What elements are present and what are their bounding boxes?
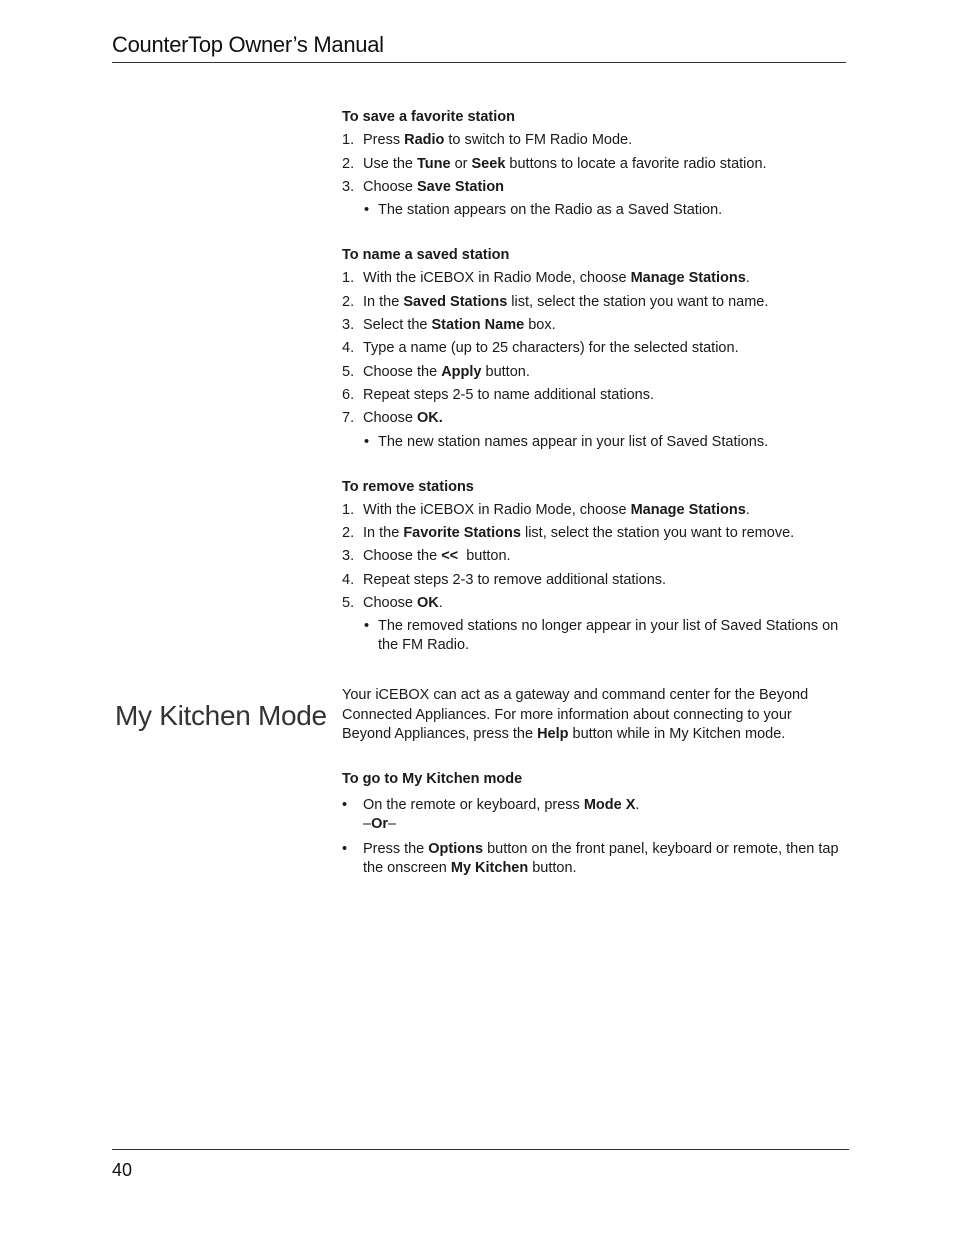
step-item: 4. Type a name (up to 25 characters) for the selected station. [342,337,842,360]
result-note: • The new station names appear in your list of Saved Stations. [364,433,769,450]
steps-remove-stations [342,499,842,615]
step-text: Repeat steps 2-3 to remove additional stations. [363,571,667,588]
list-item: • On the remote or keyboard, press Mode X. –Or– [342,796,842,835]
bullet-icon: • [364,202,370,219]
step-text: Choose OK. [363,410,443,427]
page-number: 40 [112,1160,133,1180]
step-text: Choose the Apply button. [363,363,530,380]
subheading-save-favorite: To save a favorite station [342,109,515,125]
step-item: 3. Select the Station Name box. [342,314,842,337]
subheading-remove-stations: To remove stations [342,478,474,495]
subheading-name-saved: To name a saved station [342,247,510,264]
step-text: Type a name (up to 25 characters) for the selected station. [363,340,739,357]
step-text: With the iCEBOX in Radio Mode, choose Manage Stations. [363,501,750,518]
step-text: Use the Tune or Seek buttons to locate a favorite radio station. [363,155,767,172]
bullet-icon: • [342,796,348,813]
section-title-my-kitchen-mode: My Kitchen Mode [115,700,327,731]
step-text: Repeat steps 2-5 to name additional stations. [363,386,654,403]
step-item: 5. Choose OK. [342,592,842,615]
step-number: 1. [342,132,355,149]
step-item [342,153,842,176]
step-item: 2. In the Saved Stations list, select the station you want to name. [342,291,842,314]
step-item: 1. With the iCEBOX in Radio Mode, choose Manage Stations. [342,267,842,290]
step-text: Select the Station Name box. [363,317,556,334]
step-text: Press Radio to switch to FM Radio Mode. [363,132,633,149]
my-kitchen-bullets [342,796,842,879]
my-kitchen-intro: Your iCEBOX can act as a gateway and command center for the Beyond Connected Appliances. For more information about connecting to your Beyond Appliances, press the Help button while in My Kitchen mode. [342,687,809,742]
step-item: 7. Choose OK. [342,407,842,430]
step-number: 2. [342,155,355,172]
step-item [342,176,842,199]
or-separator: –Or– [363,815,397,832]
steps-save-favorite [342,129,842,199]
step-text: Choose Save Station [363,178,505,195]
subheading-go-to-my-kitchen: To go to My Kitchen mode [342,771,523,788]
bullet-icon: • [364,433,370,450]
step-item: 3. Choose the << button. [342,545,842,568]
result-note: • The removed stations no longer appear in your list of Saved Stations on the FM Radio. [364,618,839,654]
step-item [342,129,842,152]
step-text: With the iCEBOX in Radio Mode, choose Manage Stations. [363,270,750,287]
step-text: Choose the << button. [363,548,511,565]
step-number: 3. [342,178,355,195]
step-item: 4. Repeat steps 2-3 to remove additional stations. [342,569,842,592]
step-text: In the Favorite Stations list, select the station you want to remove. [363,525,795,542]
header-divider [112,62,846,63]
main-content [342,106,842,879]
step-text: In the Saved Stations list, select the station you want to name. [363,293,769,310]
step-item: 6. Repeat steps 2-5 to name additional stations. [342,384,842,407]
step-text: Choose OK. [363,595,443,612]
result-note: • The station appears on the Radio as a Saved Station. [364,202,723,219]
steps-name-saved [342,267,842,430]
step-item: 2. In the Favorite Stations list, select the station you want to remove. [342,522,842,545]
bullet-icon: • [364,618,370,635]
step-item: 1. With the iCEBOX in Radio Mode, choose Manage Stations. [342,499,842,522]
bullet-icon: • [342,841,348,858]
manual-title: CounterTop Owner’s Manual [112,32,384,57]
footer-divider [112,1149,849,1150]
step-item: 5. Choose the Apply button. [342,361,842,384]
list-item: • Press the Options button on the front panel, keyboard or remote, then tap the onscreen My Kitchen button. [342,840,842,879]
